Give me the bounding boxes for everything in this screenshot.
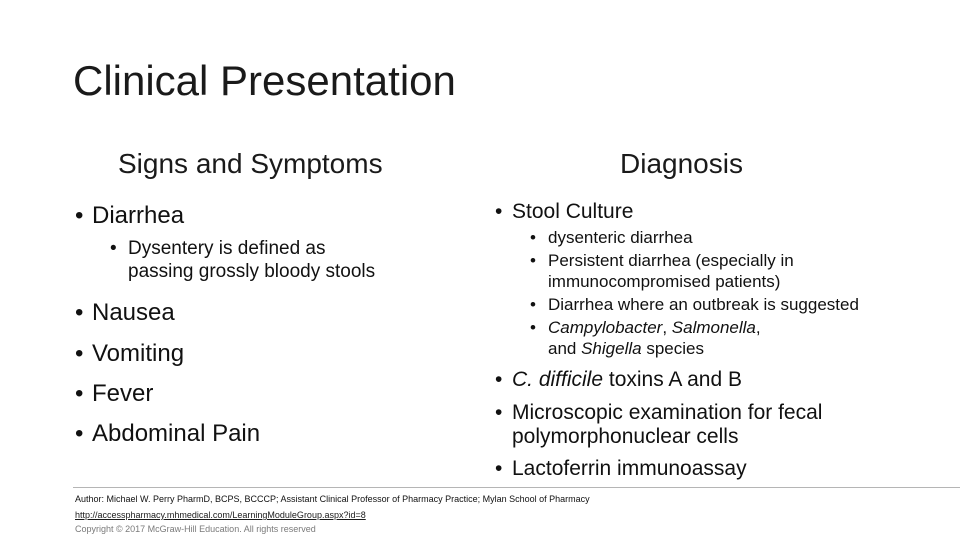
bullet-icon: • <box>530 251 536 270</box>
list-item <box>75 202 184 230</box>
item-fever: Fever <box>92 380 154 407</box>
slide-title: Clinical Presentation <box>73 57 456 104</box>
dysentery-line-1: Dysentery is defined as <box>128 238 326 259</box>
c-difficile: C. difficile <box>512 368 604 391</box>
bullet-icon: • <box>495 457 503 480</box>
signs-and-symptoms-heading: Signs and Symptoms <box>118 148 383 179</box>
bullet-icon: • <box>495 368 503 391</box>
item-diarrhea: Diarrhea <box>92 202 185 229</box>
bullet-icon: • <box>75 202 84 229</box>
microscopic-line-1: Microscopic examination for fecal <box>512 401 823 424</box>
item-vomiting: Vomiting <box>92 340 185 367</box>
item-abdominal-pain: Abdominal Pain <box>92 420 261 447</box>
persistent-line-2: immunocompromised patients) <box>548 272 781 291</box>
list-item <box>530 294 859 315</box>
bullet-icon: • <box>110 238 117 259</box>
item-stool-culture: Stool Culture <box>512 200 634 223</box>
list-item <box>495 368 742 392</box>
species-word: species <box>641 339 704 358</box>
diagnosis-heading: Diagnosis <box>620 148 743 179</box>
and-word: and <box>548 339 582 358</box>
salmonella: Salmonella <box>671 318 756 337</box>
persistent-line-1: Persistent diarrhea (especially in <box>548 251 794 270</box>
list-item <box>75 420 260 448</box>
list-item <box>110 237 375 283</box>
toxins-text: toxins A and B <box>603 368 742 391</box>
item-nausea: Nausea <box>92 299 175 326</box>
dysentery-line-2: passing grossly bloody stools <box>128 261 376 282</box>
bullet-icon: • <box>530 228 536 247</box>
bullet-icon: • <box>75 420 84 447</box>
list-item <box>75 380 153 408</box>
bullet-icon: • <box>75 299 84 326</box>
list-item <box>495 401 822 449</box>
list-item <box>495 457 747 481</box>
bullet-icon: • <box>530 295 536 314</box>
list-item <box>75 340 184 368</box>
bullet-icon: • <box>75 380 84 407</box>
item-dysenteric-diarrhea: dysenteric diarrhea <box>548 228 693 247</box>
list-item <box>495 200 633 224</box>
shigella-line <box>530 338 761 359</box>
comma-2: , <box>755 318 761 337</box>
footer-link[interactable]: http://accesspharmacy.mhmedical.com/LearningModuleGroup.aspx?id=8 <box>75 510 366 520</box>
footer-divider <box>73 487 960 488</box>
microscopic-line-2: polymorphonuclear cells <box>512 425 739 448</box>
bullet-icon: • <box>75 340 84 367</box>
bullet-icon: • <box>495 401 503 424</box>
bullet-icon: • <box>495 200 503 223</box>
campylobacter: Campylobacter <box>548 318 663 337</box>
item-lactoferrin: Lactoferrin immunoassay <box>512 457 747 480</box>
shigella: Shigella <box>581 339 642 358</box>
comma-1: , <box>662 318 672 337</box>
footer-author: Author: Michael W. Perry PharmD, BCPS, BCCCP; Assistant Clinical Professor of Pharmacy Practice; Mylan School of Pharmacy <box>75 494 590 504</box>
list-item <box>530 250 794 292</box>
item-outbreak: Diarrhea where an outbreak is suggested <box>548 295 859 314</box>
bullet-icon: • <box>530 318 536 337</box>
list-item <box>75 299 175 327</box>
footer-copyright: Copyright © 2017 McGraw-Hill Education. All rights reserved <box>75 524 316 534</box>
list-item <box>530 227 693 248</box>
list-item <box>530 317 761 359</box>
